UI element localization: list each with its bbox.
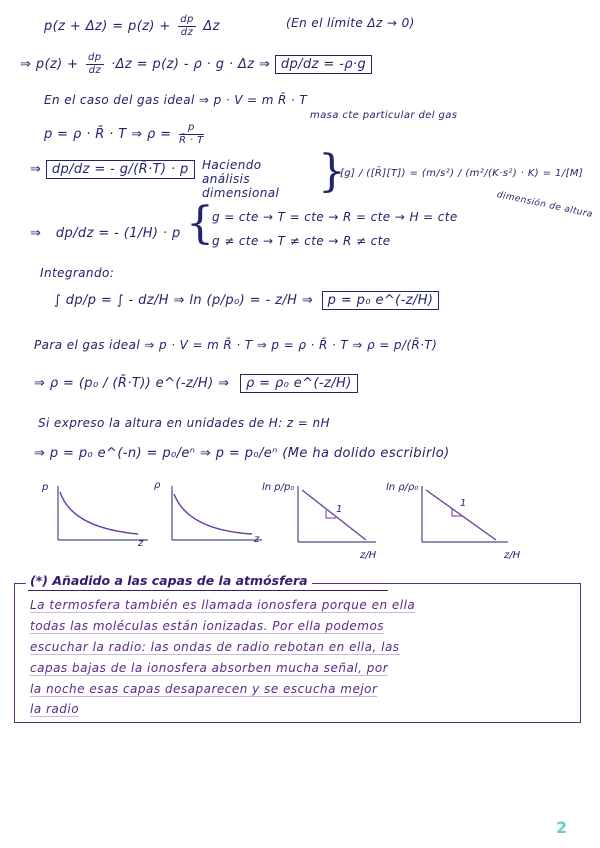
plot-pressure-vs-z — [42, 482, 152, 549]
note-title: (*) Añadido a las capas de la atmósfera — [26, 573, 312, 588]
note-title-underline — [28, 590, 388, 591]
plot-density-vs-z — [154, 480, 266, 546]
eq8-boxed-result: p = p₀ e^(-z/H) — [322, 291, 440, 310]
equation-line-4 — [44, 122, 207, 147]
eq5-analysis-label: Haciendo análisis dimensional — [202, 158, 280, 200]
equation-line-9: Para el gas ideal ⇒ p · V = m R̄ · T ⇒ p = ρ · R̄ · T ⇒ ρ = p/(R̄·T) — [34, 338, 438, 352]
plot4-xlabel: z/H — [504, 550, 521, 561]
eq5-brace: } — [318, 146, 346, 197]
eq6-head: ⇒ — [30, 226, 42, 241]
eq5-side-note: dimensión de altura — [495, 190, 594, 221]
eq6-case-1: g = cte → T = cte → R = cte → H = cte — [212, 210, 458, 224]
plot-pressure-svg — [42, 484, 152, 546]
eq6-case-2: g ≠ cte → T ≠ cte → R ≠ cte — [212, 234, 391, 248]
equation-line-6 — [30, 226, 181, 241]
eq6-brace: } — [186, 198, 214, 249]
note-line-4: capas bajas de la ionosfera absorben mucha señal, por — [30, 661, 389, 675]
eq5-boxed-result: dp/dz = - g/(R̄·T) · p — [46, 160, 195, 179]
eq2-fraction: $\frac{dp}{dz}$ — [88, 52, 102, 76]
plot-ln-pressure-svg — [268, 484, 378, 548]
plot1-xlabel: z — [138, 538, 144, 549]
equation-line-2 — [20, 52, 372, 77]
plot-ln-density-svg — [396, 484, 516, 548]
note-line-2: todas las moléculas están ionizadas. Por ella podemos — [30, 619, 385, 633]
eq2-mid: ·Δz = p(z) - ρ · g · Δz ⇒ — [111, 57, 271, 72]
eq8-integral: ∫ dp/p = ∫ - dz/H ⇒ ln (p/p₀) = - z/H ⇒ — [54, 293, 314, 308]
equation-line-7: Integrando: — [40, 266, 115, 280]
page-mark: 2 — [556, 818, 568, 837]
eq6-eq: dp/dz = - (1/H) · p — [55, 226, 181, 241]
eq4-fraction: $\frac{p}{R̄ \cdot T}$ — [179, 122, 204, 146]
eq3-note: masa cte particular del gas — [310, 110, 458, 121]
eq10-head: ⇒ ρ = (p₀ / (R̄·T)) e^(-z/H) ⇒ — [34, 376, 230, 391]
note-line-1: La termosfera también es llamada ionosfera porque en ella — [30, 598, 416, 612]
eq1-fraction: $\frac{dp}{dz}$ — [180, 14, 194, 38]
eq5-dimensional: [g] / ([R̄][T]) = (m/s²) / (m²/(K·s²) · K) = 1/[M] — [340, 168, 584, 179]
plot1-decay-curve — [60, 492, 138, 534]
note-line-6: la radio — [30, 702, 80, 716]
plot3-slope-triangle — [326, 510, 336, 518]
equation-line-12: ⇒ p = p₀ e^(-n) = p₀/eⁿ ⇒ p = p₀/eⁿ (Me ha dolido escribirlo) — [34, 446, 450, 461]
plot3-xlabel: z/H — [360, 550, 377, 561]
plot1-ylabel: p — [42, 482, 49, 493]
equation-line-11: Si expreso la altura en unidades de H: z = nH — [38, 416, 330, 430]
plot-ln-density-vs-zh — [386, 482, 526, 564]
eq4-head: p = ρ · R̄ · T ⇒ ρ = — [44, 127, 172, 142]
eq10-boxed-result: ρ = ρ₀ e^(-z/H) — [240, 374, 358, 393]
eq2-boxed-result: dp/dz = -ρ·g — [275, 55, 372, 74]
plot3-slope-label: 1 — [336, 504, 343, 515]
equation-line-8 — [54, 291, 439, 310]
note-line-3: escuchar la radio: las ondas de radio rebotan en ella, las — [30, 640, 400, 654]
eq5-head: ⇒ — [30, 162, 42, 177]
plot4-slope-label: 1 — [460, 498, 467, 509]
plot2-decay-curve — [174, 494, 252, 534]
plot4-ylabel: ln ρ/ρ₀ — [386, 482, 419, 493]
eq1-note: (En el límite Δz → 0) — [286, 16, 415, 30]
eq1-tail: Δz — [203, 19, 220, 34]
plot3-linear-line — [302, 490, 366, 540]
plot-ln-pressure-vs-zh — [262, 482, 378, 564]
eq1-lhs: p(z + Δz) = p(z) + — [44, 19, 171, 34]
equation-line-5 — [30, 160, 195, 179]
note-line-5: la noche esas capas desaparecen y se escucha mejor — [30, 682, 378, 696]
equation-line-3: En el caso del gas ideal ⇒ p · V = m R̄ · T — [44, 93, 308, 107]
plot2-xlabel: z — [254, 534, 260, 545]
equation-line-10 — [34, 374, 358, 393]
equation-line-1 — [44, 14, 220, 39]
plot2-ylabel: ρ — [154, 480, 161, 491]
plot-density-svg — [156, 484, 266, 546]
eq2-head: ⇒ p(z) + — [20, 57, 79, 72]
plot3-ylabel: ln p/p₀ — [262, 482, 295, 493]
